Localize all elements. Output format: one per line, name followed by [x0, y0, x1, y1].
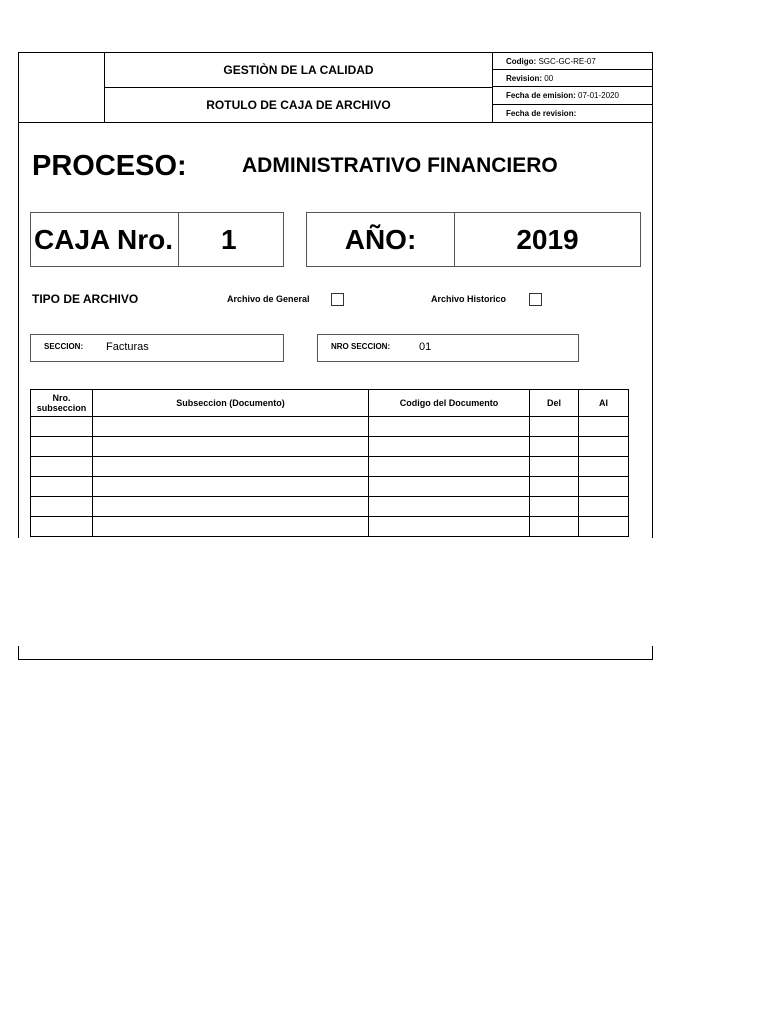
table-row — [31, 417, 629, 437]
codigo-value: SGC-GC-RE-07 — [538, 56, 596, 66]
table-cell[interactable] — [530, 457, 579, 477]
lower-frame-bottom-line — [18, 659, 653, 660]
table-cell[interactable] — [93, 477, 369, 497]
org-title: GESTIÒN DE LA CALIDAD — [223, 63, 374, 77]
table-cell[interactable] — [369, 437, 530, 457]
table-cell[interactable] — [31, 477, 93, 497]
nro-seccion-value[interactable]: 01 — [419, 341, 432, 353]
lower-frame-left-tick — [18, 646, 19, 660]
table-row — [31, 517, 629, 537]
anio-label: AÑO: — [344, 223, 417, 255]
revision-label: Revision: — [506, 73, 543, 83]
col-header-subseccion: Subseccion (Documento) — [93, 390, 369, 417]
fecha-revision-label: Fecha de revision: — [506, 109, 577, 118]
table-cell[interactable] — [530, 517, 579, 537]
tipo-archivo-label: TIPO DE ARCHIVO — [32, 292, 139, 306]
caja-value: 1 — [221, 223, 237, 255]
emision-value: 07-01-2020 — [578, 91, 619, 100]
anio-value: 2019 — [516, 223, 579, 255]
table-cell[interactable] — [93, 457, 369, 477]
table-cell[interactable] — [369, 497, 530, 517]
seccion-value[interactable]: Facturas — [106, 341, 149, 353]
fecha-revision-row — [506, 105, 652, 122]
nro-seccion-label: NRO SECCION: — [331, 342, 391, 351]
proceso-value: ADMINISTRATIVO FINANCIERO — [242, 154, 558, 177]
table-cell[interactable] — [93, 517, 369, 537]
col-header-del: Del — [530, 390, 579, 417]
revision-value: 00 — [544, 73, 554, 83]
table-row — [31, 497, 629, 517]
table-cell[interactable] — [530, 477, 579, 497]
frame-left-line — [18, 52, 19, 538]
archivo-historico-label: Archivo Historico — [431, 294, 507, 304]
table-cell[interactable] — [369, 517, 530, 537]
seccion-label: SECCION: — [44, 342, 84, 351]
lower-frame-right-tick — [652, 646, 653, 660]
table-cell[interactable] — [369, 477, 530, 497]
codigo-label: Codigo: — [506, 56, 537, 66]
table-cell[interactable] — [579, 497, 629, 517]
table-cell[interactable] — [31, 417, 93, 437]
table-cell[interactable] — [31, 457, 93, 477]
archivo-general-label: Archivo de General — [227, 294, 310, 304]
col-header-nro-subseccion: Nro. subseccion — [31, 390, 93, 417]
table-cell[interactable] — [31, 497, 93, 517]
table-cell[interactable] — [579, 437, 629, 457]
codigo-row — [506, 53, 652, 69]
table-cell[interactable] — [31, 437, 93, 457]
table-cell[interactable] — [579, 457, 629, 477]
col-header-codigo: Codigo del Documento — [369, 390, 530, 417]
table-cell[interactable] — [93, 417, 369, 437]
table-cell[interactable] — [579, 477, 629, 497]
table-cell[interactable] — [93, 497, 369, 517]
table-cell[interactable] — [530, 497, 579, 517]
table-cell[interactable] — [31, 517, 93, 537]
proceso-label: PROCESO: — [32, 150, 187, 182]
table-cell[interactable] — [530, 437, 579, 457]
table-cell[interactable] — [530, 417, 579, 437]
table-cell[interactable] — [579, 417, 629, 437]
table-cell[interactable] — [369, 457, 530, 477]
frame-right-line — [652, 52, 653, 538]
archivo-historico-checkbox[interactable] — [529, 293, 542, 306]
table-row — [31, 477, 629, 497]
table-row — [31, 457, 629, 477]
doc-title: ROTULO DE CAJA DE ARCHIVO — [206, 98, 391, 112]
table-cell[interactable] — [579, 517, 629, 537]
logo-area — [19, 53, 104, 122]
table-cell[interactable] — [369, 417, 530, 437]
caja-label: CAJA Nro. — [34, 223, 173, 255]
emision-row — [506, 87, 652, 104]
subseccion-table — [30, 389, 629, 537]
table-row — [31, 437, 629, 457]
emision-label: Fecha de emision: — [506, 91, 576, 100]
frame-header-bottom-line — [18, 122, 653, 123]
col-header-al: Al — [579, 390, 629, 417]
table-header-row — [31, 390, 629, 417]
revision-row — [506, 70, 652, 86]
table-cell[interactable] — [93, 437, 369, 457]
archivo-general-checkbox[interactable] — [331, 293, 344, 306]
